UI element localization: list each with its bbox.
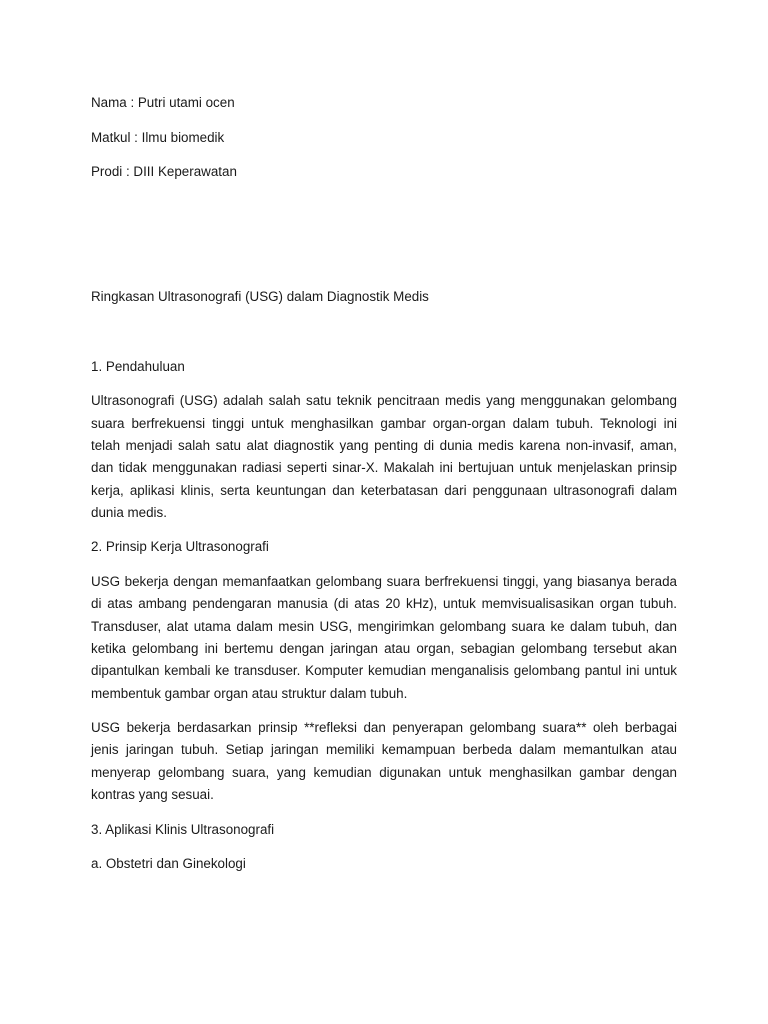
subheading-obstetri-ginekologi: a. Obstetri dan Ginekologi xyxy=(91,856,246,872)
course-name: Matkul : Ilmu biomedik xyxy=(91,129,225,145)
study-program: Prodi : DIII Keperawatan xyxy=(91,164,237,180)
student-name: Nama : Putri utami ocen xyxy=(91,95,235,110)
document-title: Ringkasan Ultrasonografi (USG) dalam Diagnostik Medis xyxy=(91,289,429,305)
paragraph-prinsip-kerja-1: USG bekerja dengan memanfaatkan gelombang suara berfrekuensi tinggi, yang biasanya berada di atas ambang pendengaran manusia (di atas 20 kHz), untuk memvisualisasikan organ tubuh. Transduser, alat utama dalam mesin USG, mengirimkan gelombang suara ke dalam tubuh, dan ketika gelombang ini bertemu dengan jaringan atau organ, sebagian gelombang tersebut akan dipantulkan kembali ke transduser. Komputer kemudian menganalisis gelombang pantul ini untuk membentuk gambar organ atau struktur dalam tubuh. xyxy=(91,574,677,701)
paragraph-pendahuluan: Ultrasonografi (USG) adalah salah satu teknik pencitraan medis yang menggunakan gelombang suara berfrekuensi tinggi untuk menghasilkan gambar organ-organ dalam tubuh. Teknologi ini telah menjadi salah satu alat diagnostik yang penting di dunia medis karena non-invasif, aman, dan tidak menggunakan radiasi seperti sinar-X. Makalah ini bertujuan untuk menjelaskan prinsip kerja, aplikasi klinis, serta keuntungan dan keterbatasan dari penggunaan ultrasonografi dalam dunia medis. xyxy=(91,393,677,520)
section-heading-pendahuluan: 1. Pendahuluan xyxy=(91,358,185,374)
paragraph-prinsip-kerja-2: USG bekerja berdasarkan prinsip **refleksi dan penyerapan gelombang suara** oleh berbagai jenis jaringan tubuh. Setiap jaringan memiliki kemampuan berbeda dalam memantulkan atau menyerap gelombang suara, yang kemudian digunakan untuk menghasilkan gambar dengan kontras yang sesuai. xyxy=(91,720,677,803)
section-heading-prinsip-kerja: 2. Prinsip Kerja Ultrasonografi xyxy=(91,539,269,555)
section-heading-aplikasi-klinis: 3. Aplikasi Klinis Ultrasonografi xyxy=(91,821,275,837)
document-content xyxy=(91,92,677,888)
